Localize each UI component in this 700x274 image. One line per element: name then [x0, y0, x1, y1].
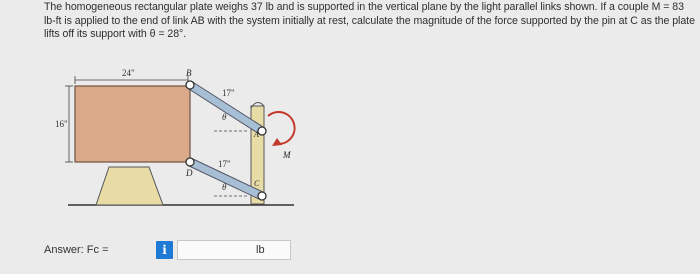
moment-arrowhead: [272, 138, 282, 146]
info-icon[interactable]: i: [156, 241, 173, 259]
pin-D: [186, 158, 194, 166]
label-B: B: [186, 68, 192, 78]
label-A: A: [254, 130, 259, 139]
dimension-17-lower-label: 17": [218, 159, 231, 169]
answer-input[interactable]: [177, 240, 291, 260]
pin-B: [186, 81, 194, 89]
theta-lower-label: θ: [222, 182, 227, 192]
theta-upper-label: θ: [222, 112, 227, 122]
label-D: D: [186, 168, 193, 178]
problem-statement: The homogeneous rectangular plate weighs 37 lb and is supported in the vertical plane by the light parallel links shown. If a couple M = 83 lb-ft is applied to the end of link AB with the system initially at rest, calculate the magnitude of the force supported by the pin at C as the plate lifts off its support with θ = 28°.: [44, 1, 695, 41]
unit-label: lb: [256, 244, 265, 256]
dimension-17-upper-label: 17": [222, 88, 235, 98]
dimension-16-label: 16": [55, 119, 68, 129]
answer-row: [44, 237, 384, 263]
pin-C: [258, 192, 266, 200]
label-C: C: [254, 179, 260, 188]
dimension-24-label: 24": [122, 68, 135, 78]
rectangular-plate: [75, 86, 190, 162]
plate-support: [96, 167, 163, 205]
pin-A: [258, 127, 266, 135]
label-M: M: [283, 150, 291, 160]
moment-arc: [268, 112, 295, 144]
answer-label: Answer: Fc =: [44, 244, 109, 256]
